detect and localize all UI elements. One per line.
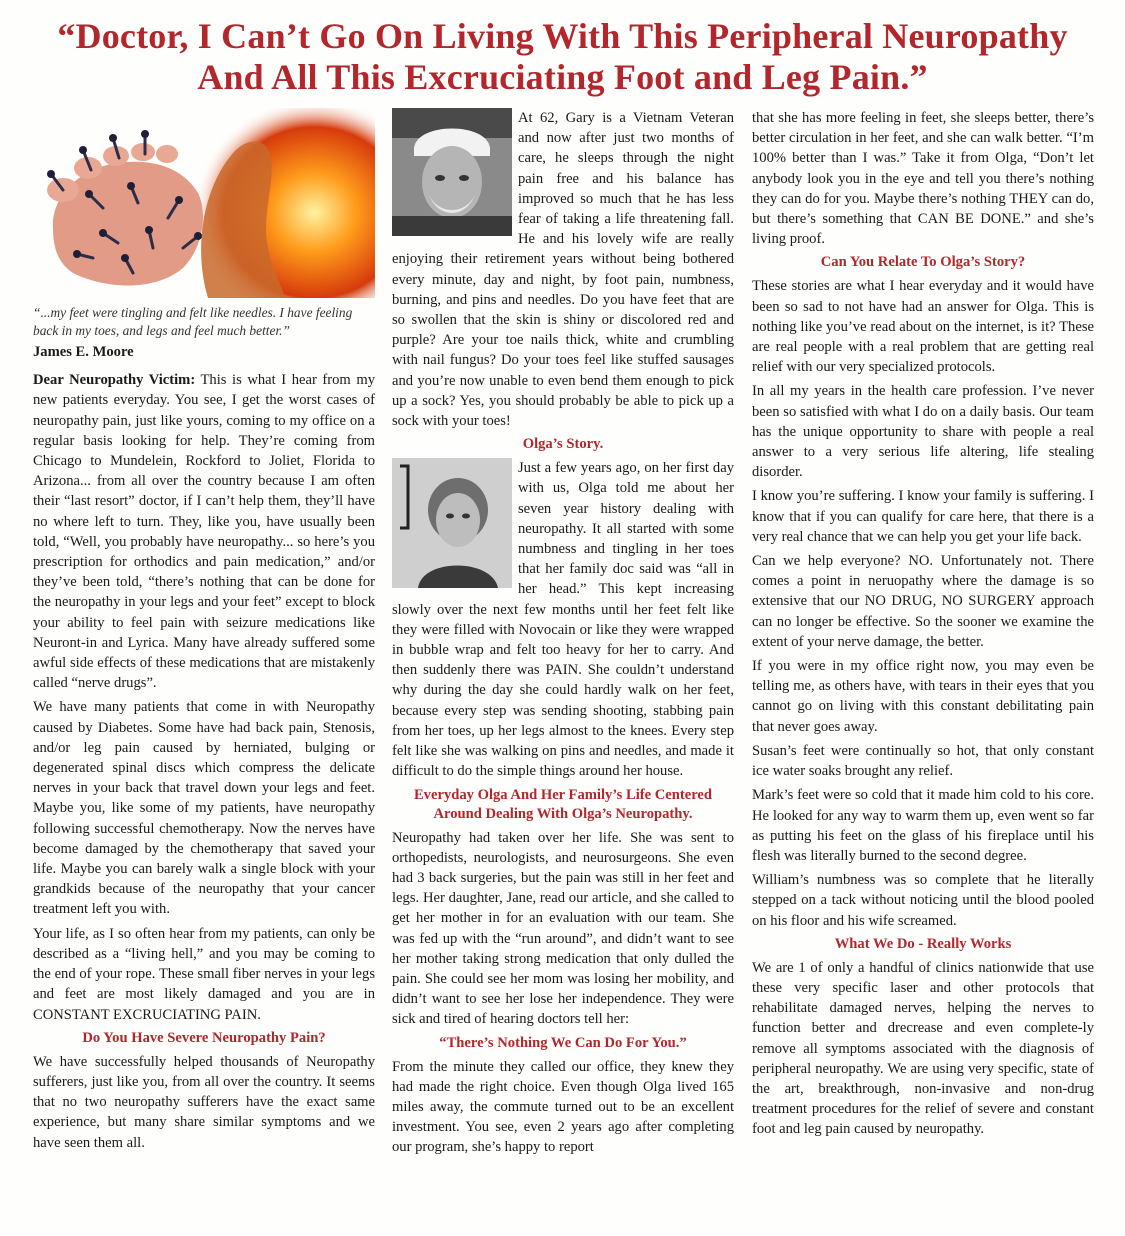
column-3 <box>752 108 1094 1144</box>
col1-paragraph-3: Your life, as I so often hear from my patients, can only be described as a “living hell,” and you may be coming to the end of your rope. These small fiber nerves in your legs and feet are most likely damaged and you are in CONSTANT EXCRUCIATING PAIN. <box>33 925 375 1023</box>
col3-paragraph-8: Mark’s feet were so cold that it made him cold to his core. He looked for any way to warm them up, even went so far as putting his feet on the glass of his fireplace until his flesh was literally burned to the second degree. <box>752 787 1094 864</box>
column-1 <box>33 108 375 1157</box>
headline <box>0 16 1125 98</box>
col1-paragraph-1-text: This is what I hear from my new patients everyday. You see, I get the worst cases of neuropathy pain, just like yours, coming to my office on a regular basis looking for help. They’re coming from Chicago to Mundelein, Rockford to Joliet, Florida to Arizona... from all over the country because I am often their “last resort” doctor, if I can’t help them, they’ll have no where left to turn. They, like you, have usually been told, “Well, you probably have neuropathy... so here’s you prescription for orthodics and pain medication,” and/or they’ve been told, “there’s nothing that can be done for the neuropathy in your legs and your feet” except to block your ability to feel pain with seizure medications like Neuront-in and Lyrica. Many have already suffered some awful side effects of these medications that are mistakenly called “nerve drugs”. <box>33 372 375 692</box>
col3-paragraph-6: If you were in my office right now, you may even be telling me, as others have, with tears in their eyes that you cannot go on living with this constant debilitating pain that never goes away. <box>752 658 1094 735</box>
col3-paragraph-5: Can we help everyone? NO. Unfortunately not. There comes a point in neruopathy where the damage is so extensive that our NO DRUG, NO SURGERY approach can no longer be effective. So the sooner we examine the extent of your nerve damage, the better. <box>752 553 1094 650</box>
col3-paragraph-7: Susan’s feet were continually so hot, that only constant ice water soaks brought any relief. <box>752 742 1094 780</box>
headline-line-1: “Doctor, I Can’t Go On Living With This Peripheral Neuropathy <box>57 16 1068 56</box>
headline-line-2: And All This Excruciating Foot and Leg Pain.” <box>197 57 928 97</box>
col3-paragraph-2: These stories are what I hear everyday and it would have been so sad to not have had an answer for Olga. This is nothing like you’ve read about on the internet, is it? These are real people with a real problem that are getting real relief with our very specialized protocols. <box>752 278 1094 376</box>
subheading-family-life: Everyday Olga And Her Family’s Life Centered Around Dealing With Olga’s Neuropathy. <box>413 786 713 822</box>
salutation: Dear Neuropathy Victim: <box>33 372 196 389</box>
subheading-relate: Can You Relate To Olga’s Story? <box>820 254 1026 271</box>
col3-paragraph-9: William’s numbness was so complete that he literally stepped on a tack without noticing until the blood pooled on his floor and his wife screamed. <box>752 872 1094 929</box>
gary-photo <box>392 108 512 236</box>
subheading-really-works: What We Do - Really Works <box>834 935 1012 952</box>
olga-story: Just a few years ago, on her first day with us, Olga told me about her seven year history dealing with neuropathy. It all started with some numbness and tingling in her toes that her family doc said was “all in her head.” This kept increasing slowly over the next few months until her feet felt like they were filled with Novocain or like they were wrapped in bubble wrap and felt too heavy for her to carry. And then suddenly there was PAIN. She couldn’t understand why during the day she could hardly walk on her feet, because every step was sending shooting, stabbing pain from her toes, up her legs almost to the knees. Every step felt like she was walking on pins and needles, and made it difficult to do the simple things around her house. <box>392 460 734 780</box>
subheading-severe-pain: Do You Have Severe Neuropathy Pain? <box>82 1029 326 1046</box>
family-story: Neuropathy had taken over her life. She was sent to orthopedists, neurologists, and neurosurgeons. She even had 3 back surgeries, but the pain was still in her feet and legs. Her daughter, Jane, read our article, and she called to get her mother in for an evaluation with our team. She was fed up with the “run around”, and didn’t want to see her mother taking strong medication that only dulled the pain. She could see her mom was losing her mobility, and didn’t want to see her lose her independence. They were sick and tired of hearing doctors tell her: <box>392 829 734 1028</box>
testimonial-caption: “...my feet were tingling and felt like needles. I have feeling back in my toes, and legs and feel much better.” <box>33 305 353 338</box>
col1-paragraph-4: We have successfully helped thousands of Neuropathy sufferers, just like you, from all over the country. It seems that no two neuropathy sufferers have the exact same experience, but many share similar symptoms and we have seen them all. <box>33 1053 375 1151</box>
column-2 <box>392 108 734 1162</box>
testimonial-signature: James E. Moore <box>33 344 134 360</box>
subheading-olga-story: Olga’s Story. <box>522 436 604 453</box>
gary-story: At 62, Gary is a Vietnam Veteran and now after just two months of care, he sleeps through the night pain free and his balance has improved so much that he has less fear of taking a life threatening fall. He and his lovely wife are really enjoying their retirement years without being bothered every minute, day and night, by foot pain, numbness, burning, and pins and needles. Do you have feet that are so swollen that the skin is shiny or discolored red and purple? Are your toe nails thick, white and crumbling with nail fungus? Do your toes feel like stuffed sausages and you’re now unable to even bend them enough to pick up a sock? Yes, you should probably be able to pick up a sock with your toes! <box>392 110 734 430</box>
col1-paragraph-2: We have many patients that come in with Neuropathy caused by Diabetes. Some have had back pain, Stenosis, and/or leg pain caused by herniated, bulging or degenerated spinal discs which compress the delicate nerves in your back that travel down your legs and feet. Maybe you, like some of my patients, have neuropathy following successful chemotherapy. Now the nerves have become damaged by the chemotherapy that saved your life. Maybe you can barely walk a single block with your grandkids because of the neuropathy that your cancer treatment left you with. <box>33 699 375 918</box>
col3-paragraph-3: In all my years in the health care profession. I’ve never been so satisfied with what I do on a daily basis. Our team has the unique opportunity to share with people a real answer to a very serious life altering, life stealing disorder. <box>752 383 1094 481</box>
feet-pain-illustration <box>33 108 375 298</box>
col3-paragraph-1: that she has more feeling in feet, she sleeps better, there’s better circulation in her feet, and she can walk better. “I’m 100% better than I was.” Take it from Olga, “Don’t let anybody look you in the eye and tell you there’s nothing they can do for you. Maybe there’s nothing THEY can do, but there’s something that CAN BE DONE.” and she’s living proof. <box>752 110 1094 248</box>
col1-paragraph-1 <box>33 370 375 693</box>
office-paragraph: From the minute they called our office, they knew they had made the right choice. Even though Olga lived 165 miles away, the commute turned out to be an excellent investment. You see, even 2 years ago after completing our program, she’s happy to report <box>392 1058 734 1156</box>
col3-paragraph-10: We are 1 of only a handful of clinics nationwide that use these very specific laser and other protocols that rehabilitate damaged nerves, helping the nerves to function better and drecrease and even complete-ly remove all symptoms associated with the diagnosis of peripheral neuropathy. We are using very specific, state of the art, breakthrough, non-invasive and non-drug treatment procedures for the relief of severe and constant foot and leg pain caused by neuropathy. <box>752 959 1094 1138</box>
subheading-nothing-we-can-do: “There’s Nothing We Can Do For You.” <box>439 1034 687 1051</box>
col3-paragraph-4: I know you’re suffering. I know your family is suffering. I know that if you can qualify for care here, that there is a very real chance that we can help you get your life back. <box>752 488 1094 545</box>
olga-photo <box>392 458 512 588</box>
